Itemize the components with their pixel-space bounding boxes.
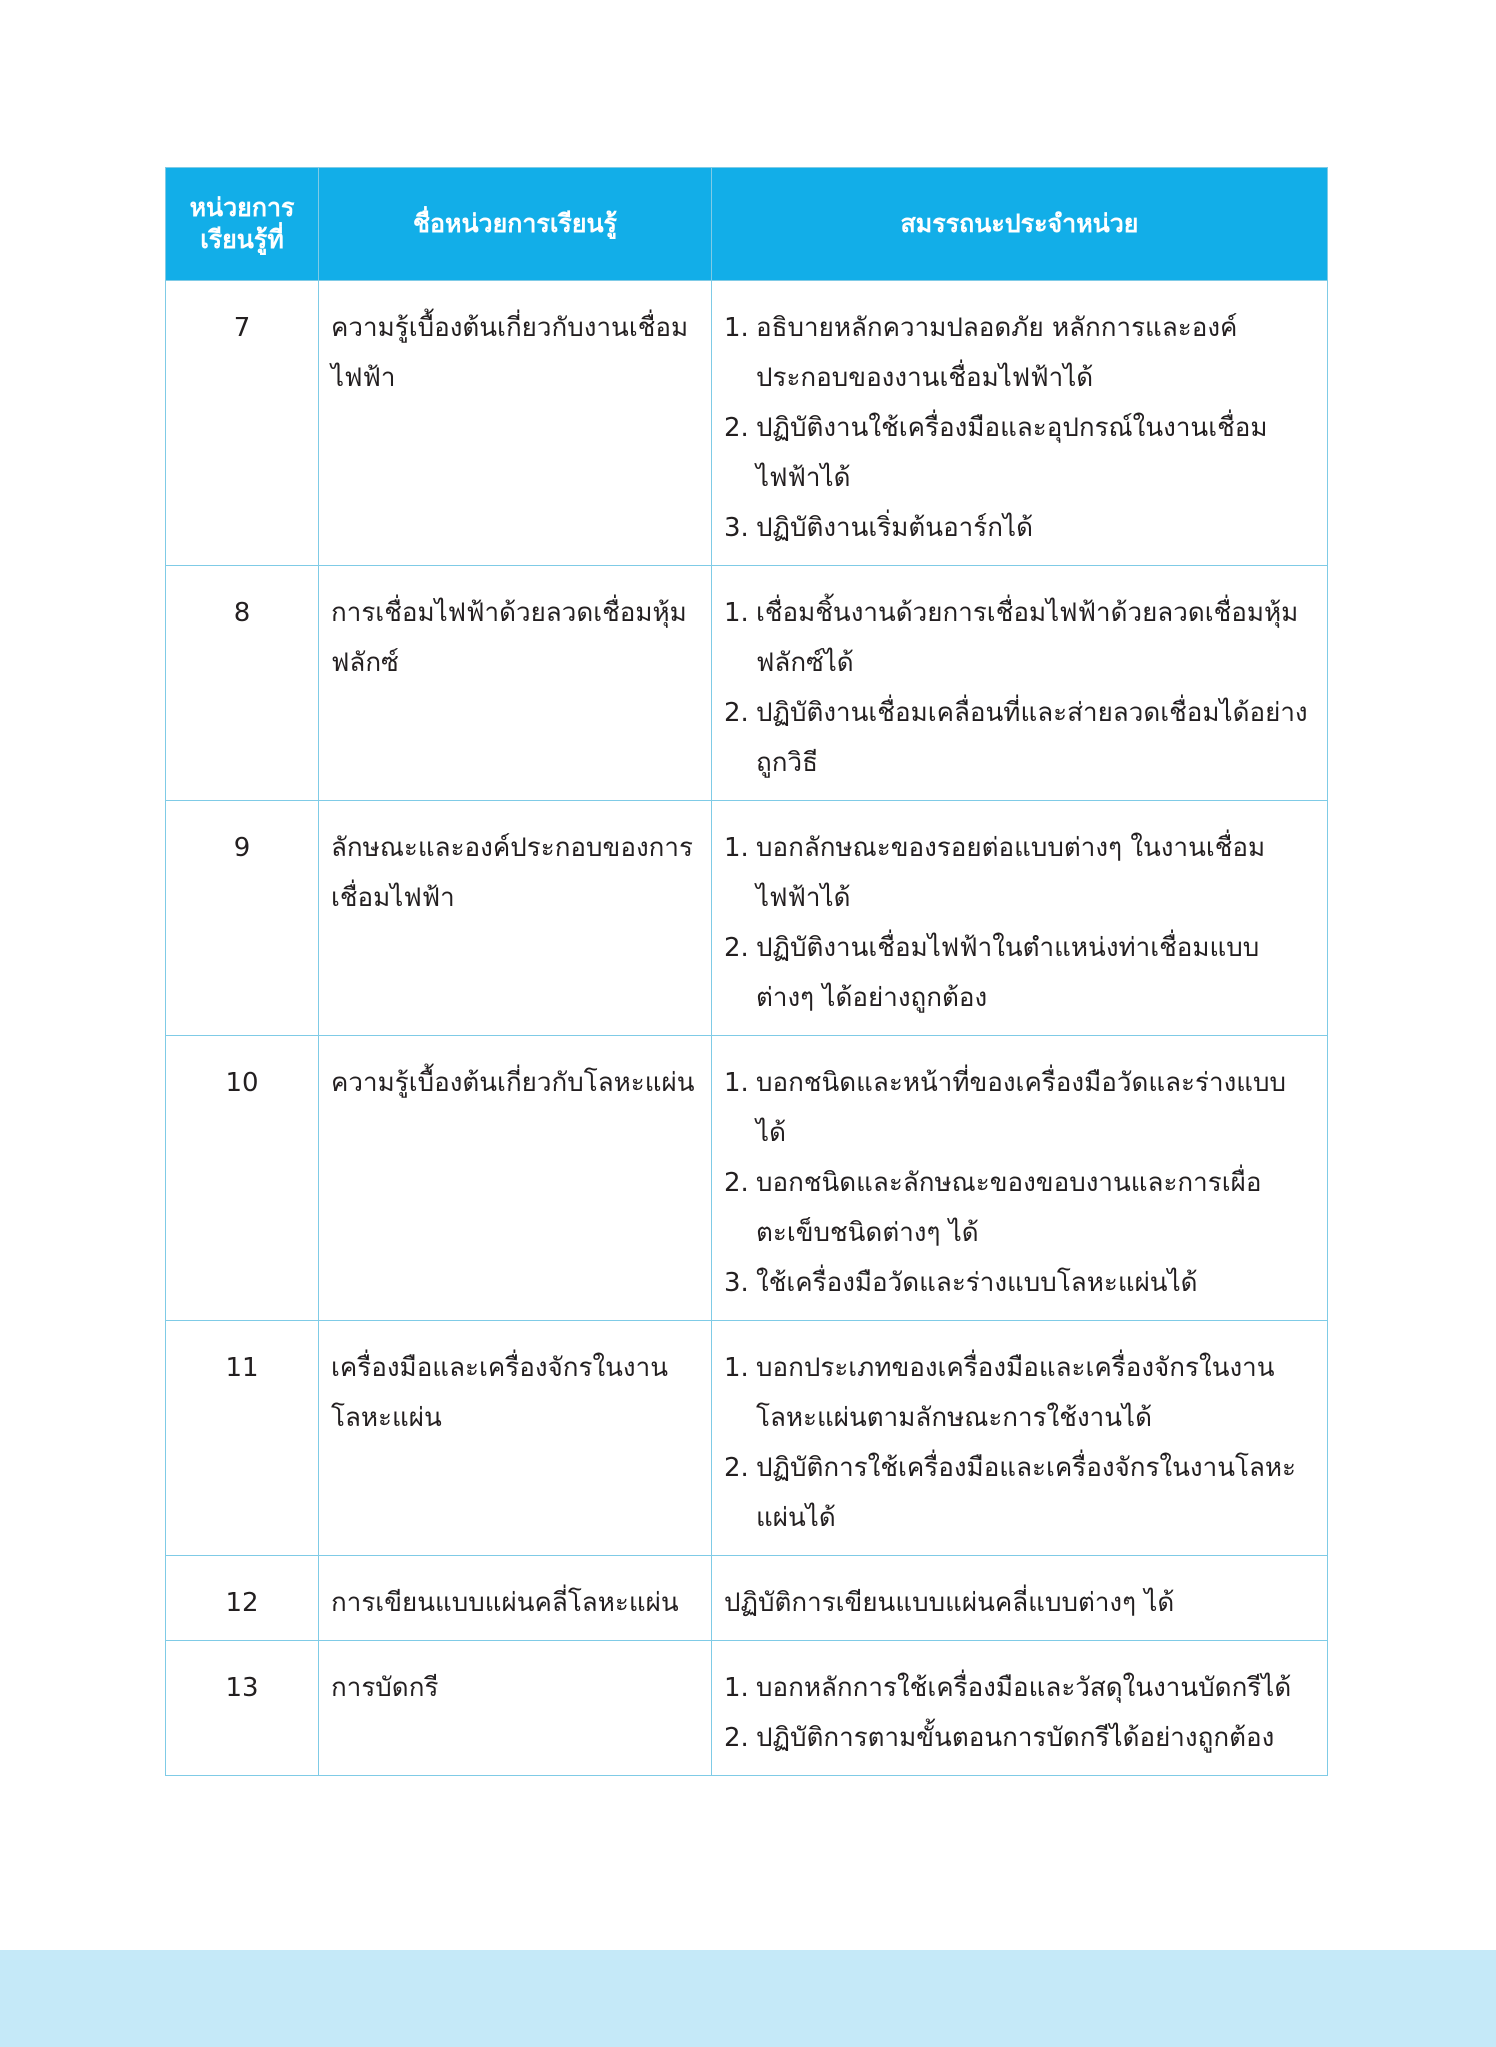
- competency-list: [724, 588, 1315, 788]
- competency-text: บอกหลักการใช้เครื่องมือและวัสดุในงานบัดกรีได้: [756, 1673, 1292, 1703]
- unit-name-cell: ความรู้เบื้องต้นเกี่ยวกับงานเชื่อมไฟฟ้า: [319, 281, 712, 566]
- competency-item: [724, 1343, 1315, 1443]
- competency-item: [724, 1158, 1315, 1258]
- competency-item: [724, 823, 1315, 923]
- competency-number: 2.: [724, 1723, 749, 1753]
- competency-item: ปฏิบัติการเขียนแบบแผ่นคลี่แบบต่างๆ ได้: [724, 1588, 1175, 1618]
- header-unit-number: หน่วยการเรียนรู้ที่: [166, 168, 319, 281]
- unit-name-cell: ลักษณะและองค์ประกอบของการเชื่อมไฟฟ้า: [319, 801, 712, 1036]
- competency-text: ปฏิบัติการใช้เครื่องมือและเครื่องจักรในงานโลหะแผ่นได้: [756, 1453, 1296, 1533]
- competency-item: [724, 588, 1315, 688]
- unit-number-cell: 12: [166, 1556, 319, 1641]
- competency-list: [724, 1663, 1315, 1763]
- competency-list: [724, 303, 1315, 553]
- competency-list: [724, 1058, 1315, 1308]
- competency-text: บอกประเภทของเครื่องมือและเครื่องจักรในงานโลหะแผ่นตามลักษณะการใช้งานได้: [756, 1353, 1275, 1433]
- competency-number: 2.: [724, 413, 749, 443]
- competency-cell: [712, 281, 1328, 566]
- unit-number-cell: 7: [166, 281, 319, 566]
- unit-number-cell: 13: [166, 1641, 319, 1776]
- competency-item: [724, 503, 1315, 553]
- competency-item: [724, 1258, 1315, 1308]
- competency-text: ใช้เครื่องมือวัดและร่างแบบโลหะแผ่นได้: [756, 1268, 1198, 1298]
- header-competency: สมรรถนะประจำหน่วย: [712, 168, 1328, 281]
- competency-cell: [712, 801, 1328, 1036]
- competency-text: ปฏิบัติงานเชื่อมไฟฟ้าในตำแหน่งท่าเชื่อมแบบต่างๆ ได้อย่างถูกต้อง: [756, 933, 1260, 1013]
- unit-number-cell: 8: [166, 566, 319, 801]
- competency-number: 3.: [724, 513, 749, 543]
- unit-number-cell: 11: [166, 1321, 319, 1556]
- table-row: [166, 566, 1328, 801]
- competency-list: [724, 1343, 1315, 1543]
- competency-text: บอกลักษณะของรอยต่อแบบต่างๆ ในงานเชื่อมไฟฟ้าได้: [756, 833, 1266, 913]
- header-row: [166, 168, 1328, 281]
- competency-cell: [712, 1036, 1328, 1321]
- table-row: [166, 1556, 1328, 1641]
- competency-number: 2.: [724, 1453, 749, 1483]
- table-row: [166, 1321, 1328, 1556]
- competency-number: 2.: [724, 698, 749, 728]
- competency-list: [724, 823, 1315, 1023]
- unit-name-cell: การเชื่อมไฟฟ้าด้วยลวดเชื่อมหุ้มฟลักซ์: [319, 566, 712, 801]
- competency-text: อธิบายหลักความปลอดภัย หลักการและองค์ประกอบของงานเชื่อมไฟฟ้าได้: [756, 313, 1238, 393]
- table-row: [166, 281, 1328, 566]
- unit-name-cell: ความรู้เบื้องต้นเกี่ยวกับโลหะแผ่น: [319, 1036, 712, 1321]
- competency-table: [165, 167, 1328, 1776]
- competency-number: 1.: [724, 1673, 749, 1703]
- competency-number: 1.: [724, 1068, 749, 1098]
- table-body: [166, 281, 1328, 1776]
- unit-name-cell: เครื่องมือและเครื่องจักรในงานโลหะแผ่น: [319, 1321, 712, 1556]
- competency-text: ปฏิบัติงานเริ่มต้นอาร์กได้: [756, 513, 1033, 543]
- competency-item: [724, 303, 1315, 403]
- competency-item: [724, 403, 1315, 503]
- competency-text: ปฏิบัติงานเชื่อมเคลื่อนที่และส่ายลวดเชื่อมได้อย่างถูกวิธี: [756, 698, 1308, 778]
- competency-item: [724, 1663, 1315, 1713]
- competency-number: 1.: [724, 598, 749, 628]
- competency-list: [724, 1578, 1315, 1628]
- table-row: [166, 1036, 1328, 1321]
- footer-band: [0, 1950, 1496, 2047]
- competency-text: บอกชนิดและหน้าที่ของเครื่องมือวัดและร่างแบบได้: [756, 1068, 1287, 1148]
- competency-text: บอกชนิดและลักษณะของขอบงานและการเผื่อตะเข็บชนิดต่างๆ ได้: [756, 1168, 1262, 1248]
- unit-number-cell: 9: [166, 801, 319, 1036]
- competency-cell: [712, 566, 1328, 801]
- competency-text: เชื่อมชิ้นงานด้วยการเชื่อมไฟฟ้าด้วยลวดเชื่อมหุ้มฟลักซ์ได้: [756, 598, 1299, 678]
- unit-name-cell: การบัดกรี: [319, 1641, 712, 1776]
- unit-number-cell: 10: [166, 1036, 319, 1321]
- unit-name-cell: การเขียนแบบแผ่นคลี่โลหะแผ่น: [319, 1556, 712, 1641]
- competency-number: 3.: [724, 1268, 749, 1298]
- competency-number: 1.: [724, 1353, 749, 1383]
- competency-number: 1.: [724, 313, 749, 343]
- competency-cell: [712, 1321, 1328, 1556]
- competency-text: ปฏิบัติงานใช้เครื่องมือและอุปกรณ์ในงานเชื่อมไฟฟ้าได้: [756, 413, 1268, 493]
- competency-item: [724, 1713, 1315, 1763]
- competency-item: [724, 1443, 1315, 1543]
- header-unit-name: ชื่อหน่วยการเรียนรู้: [319, 168, 712, 281]
- competency-number: 2.: [724, 1168, 749, 1198]
- competency-cell: [712, 1556, 1328, 1641]
- competency-item: [724, 688, 1315, 788]
- table-row: [166, 1641, 1328, 1776]
- table-row: [166, 801, 1328, 1036]
- competency-cell: [712, 1641, 1328, 1776]
- competency-number: 2.: [724, 933, 749, 963]
- competency-item: [724, 923, 1315, 1023]
- competency-number: 1.: [724, 833, 749, 863]
- competency-item: [724, 1058, 1315, 1158]
- table-header: [166, 168, 1328, 281]
- competency-text: ปฏิบัติการตามขั้นตอนการบัดกรีได้อย่างถูกต้อง: [756, 1723, 1275, 1753]
